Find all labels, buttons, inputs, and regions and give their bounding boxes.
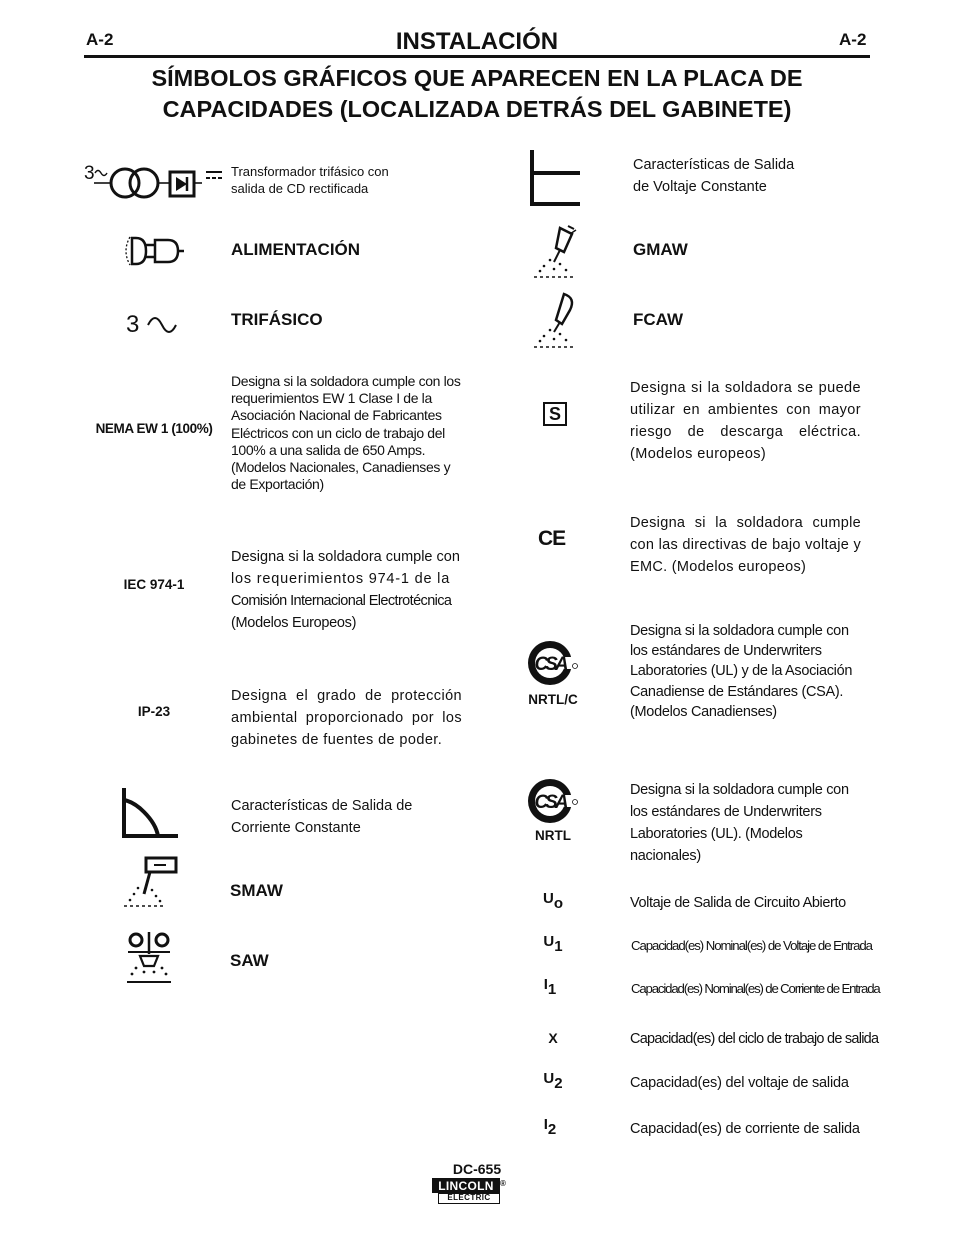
svg-text:CSA: CSA	[534, 654, 566, 675]
page-code-left: A-2	[86, 30, 114, 49]
symbol-u1-description: Capacidad(es) Nominal(es) de Voltaje de Entrada	[631, 938, 872, 953]
constant-current-curve-icon	[120, 786, 180, 845]
lincoln-electric-logo	[432, 1178, 506, 1206]
main-title-line2: CAPACIDADES (LOCALIZADA DETRÁS DEL GABINETE)	[162, 96, 792, 122]
nrtl-caption: NRTL	[535, 828, 571, 843]
main-title-line1: SÍMBOLOS GRÁFICOS QUE APARECEN EN LA PLACA DE	[151, 65, 803, 91]
csa-logo	[526, 776, 580, 831]
logo-electric: ELECTRIC	[438, 1193, 500, 1204]
gmaw-gun-icon	[530, 224, 582, 285]
fcaw-label: FCAW	[633, 310, 684, 329]
symbol-x: X	[548, 1030, 558, 1046]
alimentacion-label: ALIMENTACIÓN	[231, 240, 361, 259]
transformer-description: Transformador trifásico con salida de CD rectificada	[231, 164, 389, 196]
three-phase-transformer-rectifier-icon	[84, 160, 226, 205]
symbol-u2-description: Capacidad(es) del voltaje de salida	[630, 1075, 849, 1091]
document-code: DC-655	[452, 1161, 502, 1177]
header-rule	[84, 55, 870, 58]
csa-logo	[526, 638, 580, 693]
ip-description: Designa el grado de protección ambiental proporcionado por los gabinetes de fuentes de poder.	[231, 688, 462, 748]
constant-current-description: Características de Salida de Corriente Constante	[231, 798, 413, 836]
smaw-label: SMAW	[230, 881, 283, 900]
page-code-right: A-2	[839, 30, 867, 49]
s-mark-description: Designa si la soldadora se puede utilizar en ambientes con mayor riesgo de descarga eléctrica. (Modelos europeos)	[630, 380, 861, 462]
saw-label: SAW	[230, 951, 269, 970]
main-title	[0, 63, 954, 125]
three-phase-sine-icon	[126, 308, 188, 345]
symbol-i2: $I_2$	[543, 1116, 557, 1138]
saw-feed-rolls-icon	[124, 928, 176, 991]
symbol-uo: $U_o$	[542, 890, 563, 912]
ce-description: Designa si la soldadora cumple con las directivas de bajo voltaje y EMC. (Modelos europeos)	[630, 515, 861, 575]
smaw-electrode-icon	[120, 854, 182, 915]
section-title: INSTALACIÓN	[395, 28, 559, 55]
fcaw-gun-icon	[530, 292, 582, 355]
symbol-u1: $U_1$	[543, 933, 563, 955]
symbol-u2: $U_2$	[543, 1070, 563, 1092]
power-plug-icon	[124, 232, 186, 275]
constant-voltage-curve-icon	[528, 148, 584, 211]
nema-code: NEMA EW 1 (100%)	[95, 421, 213, 436]
symbol-x-description: Capacidad(es) del ciclo de trabajo de salida	[630, 1031, 879, 1047]
logo-registered-mark: ®	[500, 1179, 506, 1188]
iec-description: Designa si la soldadora cumple con los requerimientos 974-1 de la Comisión Internacional Electrotécnica (Modelos Europeos)	[231, 549, 460, 631]
symbol-i2-description: Capacidad(es) de corriente de salida	[630, 1121, 860, 1137]
nema-description: Designa si la soldadora cumple con los requerimientos EW 1 Clase I de la Asociación Nacional de Fabricantes Eléctricos con un ciclo de trabajo del 100% a una salida de 650 Amps. (Modelos Nacionales, Canadienses y de Exportación)	[231, 373, 461, 493]
gmaw-label: GMAW	[633, 240, 688, 259]
iec-code: IEC 974-1	[123, 577, 185, 592]
logo-lincoln: LINCOLN	[432, 1178, 500, 1193]
constant-voltage-description: Características de Salida de Voltaje Constante	[633, 157, 795, 195]
trifasico-label: TRIFÁSICO	[231, 310, 323, 329]
svg-text:CSA: CSA	[534, 792, 566, 813]
symbol-uo-description: Voltaje de Salida de Circuito Abierto	[630, 895, 846, 911]
csa-nrtl-description: Designa si la soldadora cumple con los estándares de Underwriters Laboratories (UL). (Modelos nacionales)	[630, 782, 849, 864]
transformer-icon-digit: 3	[84, 163, 95, 184]
nrtlc-caption: NRTL/C	[528, 692, 578, 707]
symbol-i1: $I_1$	[543, 976, 557, 998]
ip-code: IP-23	[137, 704, 171, 719]
csa-nrtlc-description: Designa si la soldadora cumple con los estándares de Underwriters Laboratories (UL) y de la Asociación Canadiense de Estándares (CSA). (Modelos Canadienses)	[630, 623, 853, 720]
s-mark-icon: S	[543, 402, 567, 426]
three-phase-digit: 3	[126, 311, 140, 338]
ce-mark-icon: CE	[538, 527, 566, 550]
symbol-i1-description: Capacidad(es) Nominal(es) de Corriente de Entrada	[631, 981, 880, 996]
